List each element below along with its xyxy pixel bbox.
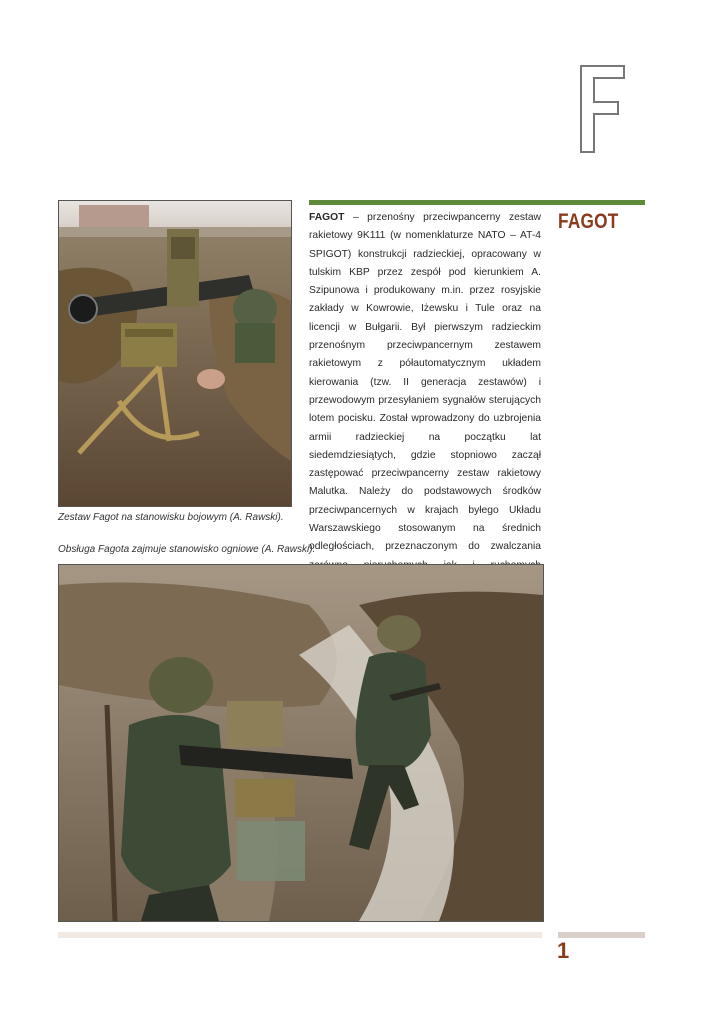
photo-fagot-crew: [58, 564, 544, 922]
footer-rule: [58, 932, 542, 938]
article-lead: FAGOT: [309, 212, 345, 223]
section-letter-icon: [578, 64, 628, 154]
caption-photo1: Zestaw Fagot na stanowisku bojowym (A. Rawski).: [58, 512, 284, 523]
section-title: FAGOT: [558, 210, 619, 233]
header-rule: [309, 200, 645, 205]
page-number: 1: [557, 938, 570, 963]
footer-rule-accent: [558, 932, 645, 938]
article-text: – przenośny przeciwpancerny zestaw rakietowy 9K111 (w nomenklaturze NATO – AT-4 SPIGOT) konstrukcji radzieckiej, opracowany w tulskim KBP przez zespół pod kierunkiem A. Szipunowa i produkowany m.in. przez rosyjskie zakłady w Kowrowie, Iżewsku i Tule oraz na licencji w Bułgarii. Był pierwszym radzieckim przenośnym przeciwpancernym zestawem rakietowym z półautomatycznym układem kierowania (tzw. II generacja zestawów) i przewodowym przesyłaniem sygnałów sterujących lotem pocisku. Został wprowadzony do uzbrojenia armii radzieckiej na początku lat siedemdziesiątych, gdzie stopniowo zaczął zastępować przeciwpancerny zestaw rakietowy Malutka. Należy do podstawowych środków przeciwpancernych w krajach byłego Układu Warszawskiego stosowanym na średnich odległościach, przeznaczonym do zwalczania: [309, 212, 541, 553]
photo-fagot-launcher: [58, 200, 292, 507]
caption-photo2: Obsługa Fagota zajmuje stanowisko ogniowe (A. Rawski).: [58, 544, 316, 555]
